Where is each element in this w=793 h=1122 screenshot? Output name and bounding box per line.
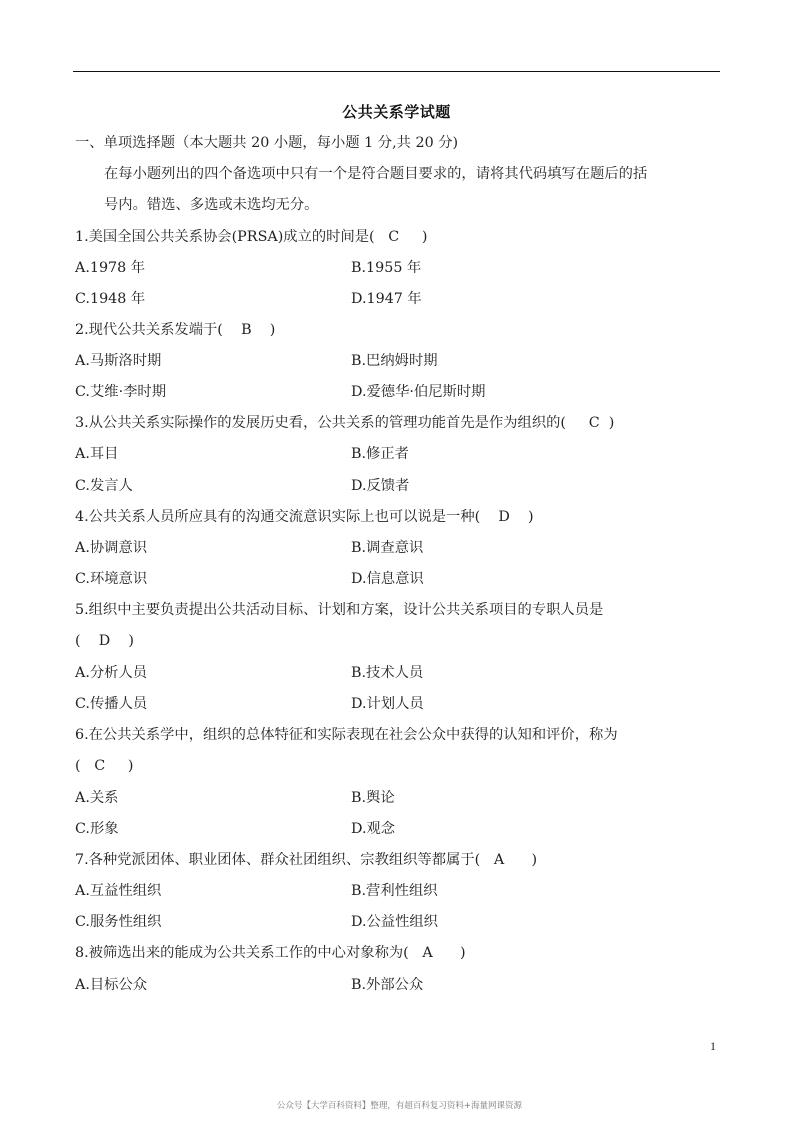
option-c: C.1948 年 bbox=[75, 291, 146, 307]
option-a: A.互益性组织 bbox=[75, 883, 162, 899]
question-text: 6.在公共关系学中，组织的总体特征和实际表现在社会公众中获得的认知和评价，称为 bbox=[75, 727, 618, 743]
option-b: B.修正者 bbox=[351, 446, 409, 462]
option-b: B.技术人员 bbox=[351, 665, 424, 681]
option-c: C.传播人员 bbox=[75, 696, 148, 712]
question-text: 5.组织中主要负责提出公共活动目标、计划和方案，设计公共关系项目的专职人员是 bbox=[75, 602, 604, 618]
footer-watermark bbox=[0, 1099, 793, 1111]
option-b: B.1955 年 bbox=[351, 260, 422, 276]
option-c: C.发言人 bbox=[75, 478, 133, 494]
option-a: A.耳目 bbox=[75, 446, 119, 462]
question-text: 7.各种党派团体、职业团体、群众社团组织、宗教组织等都属于( A ) bbox=[75, 852, 538, 868]
question-text: 1.美国全国公共关系协会(PRSA)成立的时间是( C ) bbox=[75, 229, 428, 245]
option-d: D.公益性组织 bbox=[351, 914, 438, 930]
section-instructions-line-1: 在每小题列出的四个备选项中只有一个是符合题目要求的，请将其代码填写在题后的括 bbox=[104, 166, 648, 182]
section-heading: 一、单项选择题（本大题共 20 小题，每小题 1 分,共 20 分) bbox=[75, 135, 459, 151]
option-c: C.形象 bbox=[75, 821, 119, 837]
option-a: A.关系 bbox=[75, 790, 119, 806]
option-b: B.巴纳姆时期 bbox=[351, 353, 438, 369]
question-text: 8.被筛选出来的能成为公共关系工作的中心对象称为( A ) bbox=[75, 945, 466, 961]
section-instructions-line-2: 号内。错选、多选或未选均无分。 bbox=[104, 197, 319, 213]
option-d: D.信息意识 bbox=[351, 571, 424, 587]
option-d: D.爱德华·伯尼斯时期 bbox=[351, 384, 486, 400]
option-c: C.服务性组织 bbox=[75, 914, 162, 930]
header-rule bbox=[73, 71, 720, 72]
option-b: B.舆论 bbox=[351, 790, 395, 806]
option-b: B.营利性组织 bbox=[351, 883, 438, 899]
option-d: D.1947 年 bbox=[351, 291, 422, 307]
option-a: A.马斯洛时期 bbox=[75, 353, 162, 369]
option-a: A.目标公众 bbox=[75, 977, 148, 993]
option-b: B.调查意识 bbox=[351, 540, 424, 556]
option-c: C.艾维·李时期 bbox=[75, 384, 167, 400]
option-c: C.环境意识 bbox=[75, 571, 148, 587]
option-d: D.观念 bbox=[351, 821, 396, 837]
option-a: A.1978 年 bbox=[75, 260, 146, 276]
question-text: 3.从公共关系实际操作的发展历史看，公共关系的管理功能首先是作为组织的( C ) bbox=[75, 415, 615, 431]
option-b: B.外部公众 bbox=[351, 977, 424, 993]
option-a: A.分析人员 bbox=[75, 665, 148, 681]
question-text: 4.公共关系人员所应具有的沟通交流意识实际上也可以说是一种( D ) bbox=[75, 509, 534, 525]
question-text: 2.现代公共关系发端于( B ) bbox=[75, 322, 276, 338]
question-answer-blank: ( D ) bbox=[75, 633, 134, 649]
page-number: 1 bbox=[710, 1039, 716, 1053]
document-title: 公共关系学试题 bbox=[342, 103, 451, 121]
question-answer-blank: ( C ) bbox=[75, 758, 134, 774]
option-a: A.协调意识 bbox=[75, 540, 148, 556]
option-d: D.反馈者 bbox=[351, 478, 410, 494]
option-d: D.计划人员 bbox=[351, 696, 424, 712]
footer-text: 公众号【大学百科资料】整理，有超百科复习资料+海量网课资源 bbox=[276, 1101, 523, 1111]
